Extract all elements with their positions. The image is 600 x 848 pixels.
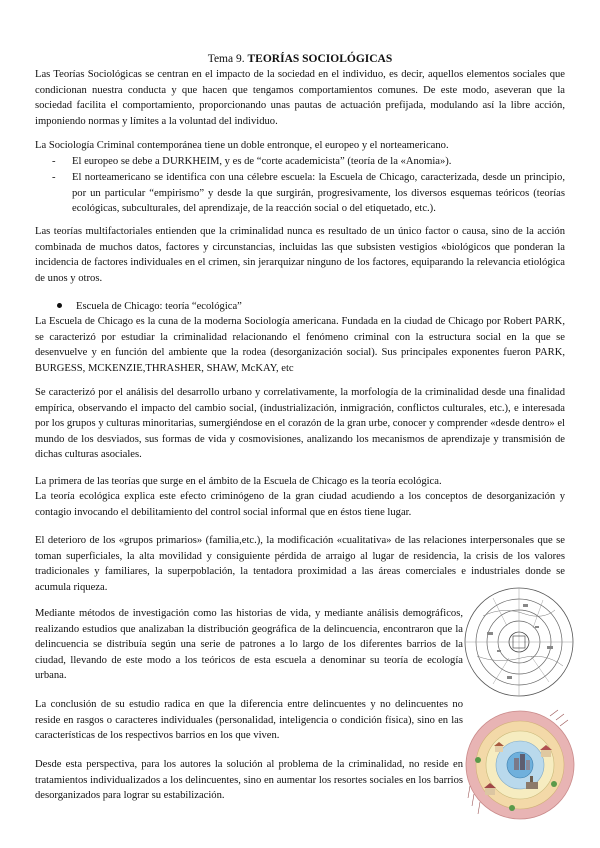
bullet-icon [57, 303, 62, 308]
urban-development-paragraph: Se caracterizó por el análisis del desarrollo urbano y correlativamente, la morfología de la criminalidad desde una finalidad empírica, observando el impacto del cambio social, (industrialización, inmigración, conflictos culturales, etc.), e interesada por los grupos y culturas minoritarias, sumergiéndose en el corazón de la gran urbe, conocer y comprender «desde dentro» el mundo de los desviados, sus formas de vida y cosmovisiones, analizando los mecanismos de aprendizaje y transmisión de dichas culturas asociales. [35, 387, 565, 460]
dash-item-america [52, 170, 565, 217]
title-prefix: Tema 9. [207, 53, 248, 65]
dash-item-america-text: El norteamericano se identifica con una célebre escuela: la Escuela de Chicago, caracterizada, desde un principio, por un particular “empirismo” y desde la que surgirán, progresivamente, los diversos esquemas teóricos (teorías ecológicas, subculturales, del aprendizaje, de la reacción social o del etiquetado, etc.). [72, 172, 565, 214]
criminal-sociology-paragraph: La Sociología Criminal contemporánea tiene un doble entronque, el europeo y el norteamericano. [35, 140, 449, 151]
perspective-paragraph: Desde esta perspectiva, para los autores la solución al problema de la criminalidad, no reside en tratamientos individualizados a los delincuentes, sino en aumentar los resortes sociales en los barrios desorganizados para lograr su estabilización. [35, 759, 463, 801]
dash-item-europe-text: El europeo se debe a DURKHEIM, y es de “corte academicista” (teoría de la «Anomia»). [72, 156, 452, 167]
conclusion-paragraph: La conclusión de su estudio radica en que la diferencia entre delincuentes y no delincuentes no reside en rasgos o caracteres individuales (personalidad, inteligencia o condición física), sino en las características de los respectivos barrios en los que viven. [35, 699, 463, 741]
dash-marker: - [52, 172, 56, 183]
title-main: TEORÍAS SOCIOLÓGICAS [247, 53, 393, 65]
chicago-paragraph: La Escuela de Chicago es la cuna de la moderna Sociología americana. Fundada en la ciudad de Chicago por Robert PARK, se caracterizó por estudiar la criminalidad relacionando el fenómeno criminal con la estructura social en la que se desenvuelve y en función del ambiente que la rodea (desorganización social). Sus principales exponentes fueron PARK, BURGESS, MCKENZIE,THRASHER, SHAW, McKAY, etc [35, 316, 565, 374]
intro-paragraph: Las Teorías Sociológicas se centran en el impacto de la sociedad en el individuo, es decir, aquellos elementos sociales que condicionan nuestra conducta y que hacen que tengamos comportamientos comunes. De este modo, aseveran que la sociedad facilita el comportamiento, proporcionando unas pautas de actuación prefijada, modulando así la libre acción, imponiendo normas y límites a la voluntad del individuo. [35, 69, 565, 127]
deterioration-paragraph: El deterioro de los «grupos primarios» (familia,etc.), la modificación «cualitativa» de las relaciones interpersonales que se toman superficiales, la alta movilidad y consiguiente pérdida de arraigo al lugar de residencia, la crisis de los valores tradicionales y familiares, la superpoblación, la tentadora proximidad a las áreas comerciales e industriales donde se acumula riqueza. [35, 535, 565, 593]
methods-paragraph: Mediante métodos de investigación como las historias de vida, y mediante análisis demográficos, realizando estudios que analizaban la distribución geográfica de la delincuencia, encontraron que la delincuencia se distribuía según una serie de patrones a lo largo de los diferentes barrios de la ciudad, llevando de este modo a los teóricos de esta escuela a denominar su teoría de ecología urbana. [35, 608, 463, 681]
dash-item-europe [52, 154, 565, 170]
dash-marker: - [52, 156, 56, 167]
concentric-zones-diagram [463, 586, 575, 698]
colored-zones-diagram [464, 702, 576, 828]
bullet-item-chicago [57, 299, 457, 315]
page-title [0, 52, 600, 66]
first-theory-paragraph: La primera de las teorías que surge en el ámbito de la Escuela de Chicago es la teoría ecológica. [35, 476, 442, 487]
ecological-theory-paragraph: La teoría ecológica explica este efecto criminógeno de la gran ciudad acudiendo a los conceptos de desorganización y contagio invocando el debilitamiento del control social informal que en éstos tiene lugar. [35, 491, 565, 518]
multifactorial-paragraph: Las teorías multifactoriales entienden que la criminalidad nunca es resultado de un único factor o causa, sino de la acción combinada de muchos datos, factores y circunstancias, incluidas las que subsisten vestigios «biológicos que ponderan la incidencia de factores individuales en el crimen, sin jerarquizar ninguno de los factores, equiparando la relevancia etiológica de unos y otros. [35, 226, 565, 284]
bullet-text: Escuela de Chicago: teoría “ecológica” [76, 301, 242, 312]
